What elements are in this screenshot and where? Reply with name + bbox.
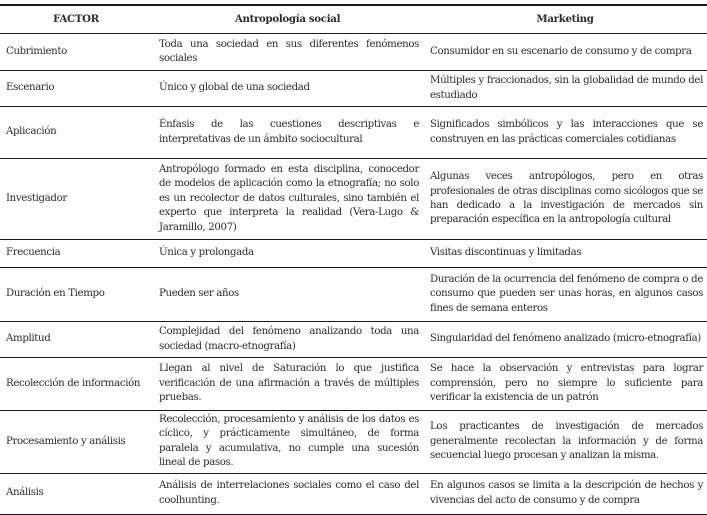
cell-factor: Investigador	[0, 159, 152, 240]
cell-antropologia: Antropólogo formado en esta disciplina, conocedor de modelos de aplicación como la etnografía; no solo es un recolector de datos culturales, sino también el experto que interpreta la realidad (Vera-Lugo & Jaramillo, 2007)	[152, 159, 423, 240]
cell-marketing: Los practicantes de investigación de mercados generalmente recolectan la información y de forma secuencial luego procesan y analizan la misma.	[423, 411, 707, 474]
cell-marketing: Múltiples y fraccionados, sin la globalidad de mundo del estudiado	[423, 71, 707, 107]
cell-factor: Análisis	[0, 473, 152, 514]
cell-factor: Cubrimiento	[0, 34, 152, 71]
cell-marketing: Singularidad del fenómeno analizado (micro-etnografía)	[423, 322, 707, 358]
cell-marketing: Algunas veces antropólogos, pero en otras profesionales de otras disciplinas como sicólogos que se han dedicado a la investigación de mercados sin preparación específica en la antropología cultural	[423, 159, 707, 240]
cell-antropologia: Complejidad del fenómeno analizando toda una sociedad (macro-etnografía)	[152, 322, 423, 358]
cell-antropologia: Análisis de interrelaciones sociales como el caso del coolhunting.	[152, 473, 423, 514]
header-marketing: Marketing	[423, 5, 707, 34]
table-row	[0, 358, 707, 411]
cell-marketing: Duración de la ocurrencia del fenómeno de compra o de consumo que pueden ser unas horas, en algunos casos fines de semana enteros	[423, 268, 707, 322]
cell-factor: Recolección de información	[0, 358, 152, 411]
table-row	[0, 71, 707, 107]
cell-factor: Frecuencia	[0, 240, 152, 268]
cell-antropologia: Toda una sociedad en sus diferentes fenómenos sociales	[152, 34, 423, 71]
cell-marketing: Consumidor en su escenario de consumo y de compra	[423, 34, 707, 71]
cell-marketing: En algunos casos se limita a la descripción de hechos y vivencias del acto de consumo y de compra	[423, 473, 707, 514]
cell-factor: Procesamiento y análisis	[0, 411, 152, 474]
header-antropologia: Antropología social	[152, 5, 423, 34]
cell-antropologia: Llegan al nivel de Saturación lo que justifica verificación de una afirmación a través de múltiples pruebas.	[152, 358, 423, 411]
table-row	[0, 322, 707, 358]
cell-antropologia: Pueden ser años	[152, 268, 423, 322]
header-row	[0, 5, 707, 34]
cell-antropologia: Única y prolongada	[152, 240, 423, 268]
table-row	[0, 159, 707, 240]
cell-marketing: Se hace la observación y entrevistas para lograr comprensión, pero no siempre lo suficiente para verificar la existencia de un patrón	[423, 358, 707, 411]
cell-marketing: Visitas discontinuas y limitadas	[423, 240, 707, 268]
cell-antropologia: Énfasis de las cuestiones descriptivas e interpretativas de un ámbito sociocultural	[152, 107, 423, 159]
cell-factor: Duración en Tiempo	[0, 268, 152, 322]
table-row	[0, 34, 707, 71]
header-factor: FACTOR	[0, 5, 152, 34]
cell-marketing: Significados simbólicos y las interacciones que se construyen en las prácticas comerciales cotidianas	[423, 107, 707, 159]
table-row	[0, 107, 707, 159]
comparison-table	[0, 4, 707, 515]
cell-factor: Escenario	[0, 71, 152, 107]
table-row	[0, 268, 707, 322]
cell-antropologia: Recolección, procesamiento y análisis de los datos es cíclico, y prácticamente simultáneo, de forma paralela y acumulativa, no cumple una sucesión lineal de pasos.	[152, 411, 423, 474]
table-row	[0, 240, 707, 268]
table-row	[0, 411, 707, 474]
table-row	[0, 473, 707, 514]
cell-antropologia: Único y global de una sociedad	[152, 71, 423, 107]
cell-factor: Aplicación	[0, 107, 152, 159]
cell-factor: Amplitud	[0, 322, 152, 358]
